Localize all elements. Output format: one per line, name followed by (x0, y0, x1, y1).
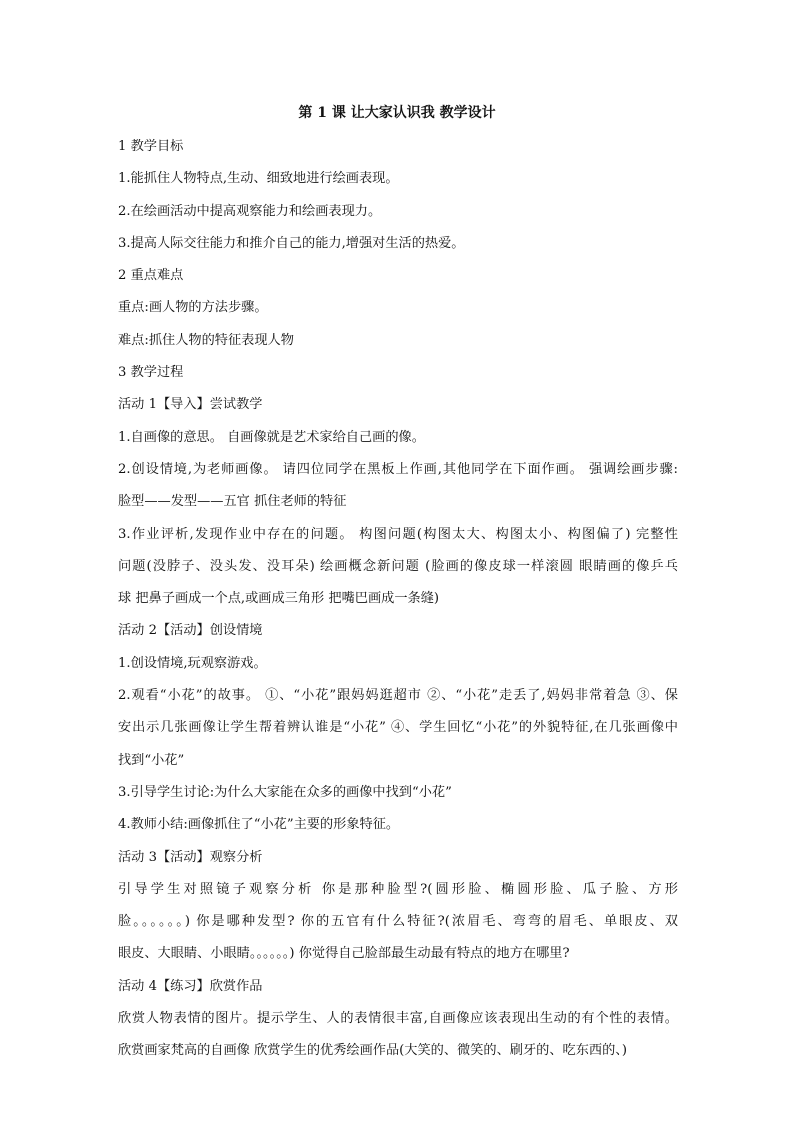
activity-heading: 活动 2【活动】创设情境 (118, 623, 263, 639)
section-heading: 1 教学目标 (118, 139, 184, 154)
paragraph-line: 球 把鼻子画成一个点,或画成三角形 把嘴巴画成一条缝) (118, 591, 440, 607)
paragraph-line: 1.能抓住人物特点,生动、细致地进行绘画表现。 (118, 171, 399, 187)
paragraph-line: 脸型——发型——五官 抓住老师的特征 (118, 494, 347, 510)
document-body (118, 131, 678, 1068)
paragraph-line: 重点:画人物的方法步骤。 (118, 300, 268, 316)
activity-heading: 活动 4【练习】欣赏作品 (118, 978, 263, 994)
paragraph-line: 问题(没脖子、没头发、没耳朵) 绘画概念新问题 (脸画的像皮球一样滚圆 眼睛画的像乒乓 (118, 558, 678, 574)
paragraph-line: 2.创设情境,为老师画像。 请四位同学在黑板上作画,其他同学在下面作画。 强调绘画步骤: (118, 461, 678, 477)
paragraph-line: 眼皮、大眼睛、小眼睛。。。。。。) 你觉得自己脸部最生动最有特点的地方在哪里? (118, 946, 570, 962)
section-heading: 3 教学过程 (118, 365, 184, 381)
paragraph-line: 1.创设情境,玩观察游戏。 (118, 655, 267, 671)
paragraph-line: 安出示几张画像让学生帮着辨认谁是“小花” ④、学生回忆“小花”的外貌特征,在几张画像中 (118, 720, 678, 736)
activity-heading: 活动 1【导入】尝试教学 (118, 397, 263, 413)
paragraph-line: 难点:抓住人物的特征表现人物 (118, 332, 294, 348)
paragraph-line: 欣赏画家梵高的自画像 欣赏学生的优秀绘画作品(大笑的、微笑的、刷牙的、吃东西的、) (118, 1043, 628, 1059)
paragraph-line: 3.引导学生讨论:为什么大家能在众多的画像中找到“小花” (118, 784, 452, 800)
paragraph-line: 1.自画像的意思。 自画像就是艺术家给自己画的像。 (118, 429, 425, 445)
section-heading: 2 重点难点 (118, 268, 184, 284)
activity-heading: 活动 3【活动】观察分析 (118, 849, 263, 865)
paragraph-line: 3.作业评析,发现作业中存在的问题。 构图问题(构图太大、构图太小、构图偏了) 完整性 (118, 526, 678, 542)
paragraph-line: 引导学生对照镜子观察分析 你是那种脸型?(圆形脸、椭圆形脸、瓜子脸、方形 (118, 881, 678, 897)
paragraph-line: 欣赏人物表情的图片。提示学生、人的表情很丰富,自画像应该表现出生动的有个性的表情。 (118, 1011, 678, 1027)
paragraph-line: 2.在绘画活动中提高观察能力和绘画表现力。 (118, 203, 382, 219)
paragraph-line: 找到“小花” (118, 752, 185, 768)
paragraph-line: 2.观看“小花”的故事。 ①、“小花”跟妈妈逛超市 ②、“小花”走丢了,妈妈非常着急 ③、保 (118, 688, 678, 704)
paragraph-line: 脸。。。。。。) 你是哪种发型? 你的五官有什么特征?(浓眉毛、弯弯的眉毛、单眼皮、双 (118, 914, 678, 930)
paragraph-line: 3.提高人际交往能力和推介自己的能力,增强对生活的热爱。 (118, 235, 465, 251)
document-title: 第 1 课 让大家认识我 教学设计 (298, 105, 496, 121)
paragraph-line: 4.教师小结:画像抓住了“小花”主要的形象特征。 (118, 817, 400, 833)
